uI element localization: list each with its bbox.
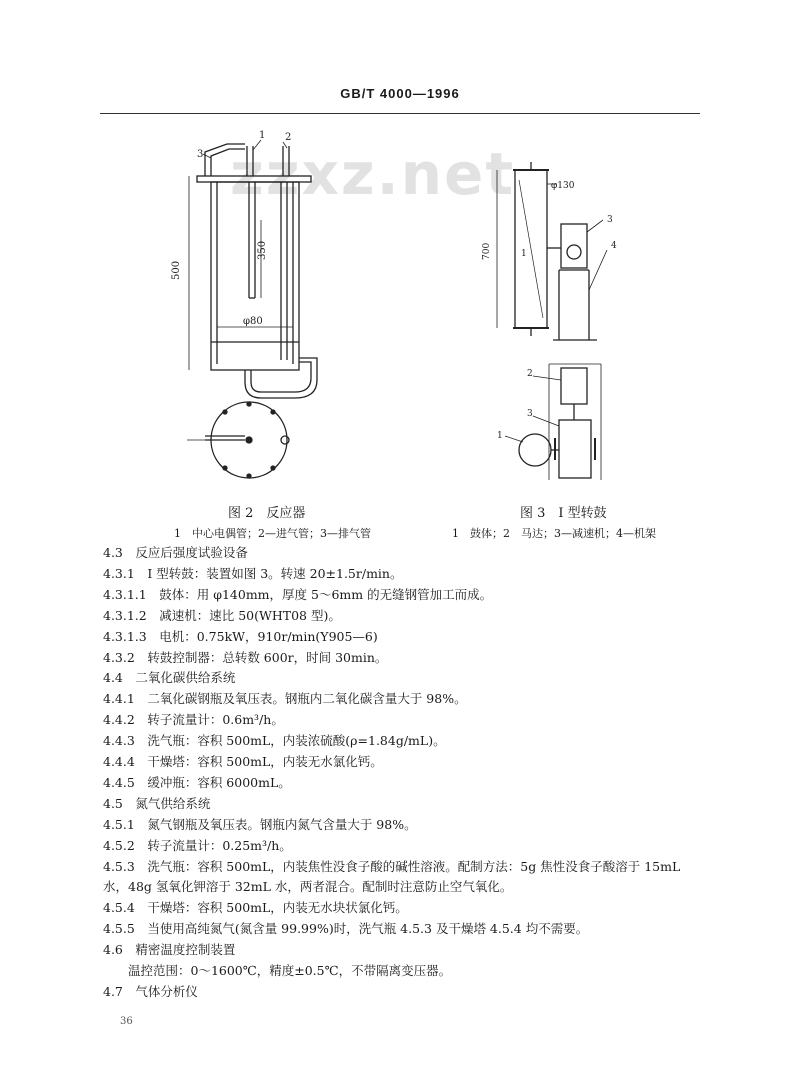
clause-text: 洗气瓶：容积 500mL，内装浓硫酸(ρ=1.84g/mL)。 <box>134 733 446 749</box>
figure2-legend: 1 中心电偶管；2—进气管；3—排气管 <box>174 527 371 540</box>
clause-number: 4.5.1 <box>103 816 135 832</box>
fig3-dia-130: φ130 <box>551 181 575 191</box>
body-line <box>103 796 210 812</box>
fig3-plan-label-2: 2 <box>527 369 533 379</box>
body-line <box>103 712 284 728</box>
fig3-label-3: 3 <box>607 215 613 225</box>
body-line <box>103 691 467 707</box>
body-line <box>103 650 387 666</box>
clause-text: 当使用高纯氮气(氮含量 99.99%)时，洗气瓶 4.5.3 及干燥塔 4.5.4 均不需要。 <box>134 921 589 937</box>
fig3-plan-label-1: 1 <box>497 431 503 441</box>
body-line <box>103 754 383 770</box>
clause-number: 4.5.2 <box>103 837 135 853</box>
body-line <box>103 629 378 645</box>
clause-number: 4.6 <box>103 942 123 958</box>
fig2-dim-500: 500 <box>171 260 182 280</box>
clause-number: 4.4 <box>103 670 123 686</box>
clause-number: 4.5 <box>103 795 123 811</box>
clause-text: 转子流量计：0.25m³/h。 <box>134 837 292 853</box>
fig2-label-2: 2 <box>285 132 292 143</box>
clause-text: 减速机：速比 50(WHT08 型)。 <box>146 607 341 623</box>
figure3-drum-drawing <box>475 140 675 490</box>
clause-number: 4.3.1.1 <box>103 586 147 602</box>
clause-number: 4.4.1 <box>103 691 135 707</box>
body-line <box>103 608 341 624</box>
clause-number: 4.4.2 <box>103 712 135 728</box>
body-line <box>128 963 451 979</box>
clause-text: 转鼓控制器：总转数 600r，时间 30min。 <box>134 649 388 665</box>
figure2-reactor-drawing <box>165 130 495 490</box>
clause-number: 4.5.5 <box>103 921 135 937</box>
clause-number: 4.5.4 <box>103 900 135 916</box>
body-line <box>103 942 235 958</box>
fig3-label-1: 1 <box>521 249 527 259</box>
clause-text: 精密温度控制装置 <box>122 942 236 958</box>
clause-text: 反应后强度试验设备 <box>122 545 248 560</box>
fig2-label-1: 1 <box>259 130 266 141</box>
fig3-label-4: 4 <box>611 241 617 251</box>
body-line <box>103 545 248 561</box>
clause-text: 气体分析仪 <box>122 983 198 999</box>
clause-number: 4.5.3 <box>103 858 135 874</box>
fig3-dim-700: 700 <box>482 242 492 260</box>
clause-text: 干燥塔：容积 500mL，内装无水块状氯化钙。 <box>134 900 408 916</box>
page-number: 36 <box>120 1016 133 1027</box>
clause-number: 4.3.2 <box>103 649 135 665</box>
clause-text: 氮气供给系统 <box>122 795 211 811</box>
body-line <box>103 838 292 854</box>
clause-text: I 型转鼓：装置如图 3。转速 20±1.5r/min。 <box>134 565 403 581</box>
fig2-dia-80: φ80 <box>243 316 263 327</box>
body-line <box>103 733 446 749</box>
clause-text: 洗气瓶：容积 500mL，内装焦性没食子酸的碱性溶液。配制方法：5g 焦性没食子酸溶于 15mL <box>134 858 681 874</box>
body-line <box>103 984 198 1000</box>
standard-header: GB/T 4000—1996 <box>340 86 460 101</box>
watermark: zzxz.net <box>230 140 516 208</box>
clause-number: 4.7 <box>103 983 123 999</box>
fig2-dim-350: 350 <box>257 240 268 260</box>
clause-number: 4.3.1 <box>103 565 135 581</box>
clause-text: 干燥塔：容积 500mL，内装无水氯化钙。 <box>134 754 383 769</box>
figure2-caption: 图 2 反应器 <box>228 506 306 521</box>
clause-number: 4.4.3 <box>103 733 135 749</box>
clause-text: 二氧化碳供给系统 <box>122 670 236 686</box>
body-line <box>103 879 512 895</box>
header-rule <box>100 113 700 114</box>
fig3-plan-label-3: 3 <box>527 409 533 419</box>
body-line <box>103 587 492 603</box>
clause-text: 水，48g 氢氧化钾溶于 32mL 水，两者混合。配制时注意防止空气氧化。 <box>103 879 513 895</box>
figure3-caption: 图 3 I 型转鼓 <box>520 506 607 521</box>
clause-text: 缓冲瓶：容积 6000mL。 <box>134 774 291 790</box>
clause-number: 4.3.1.3 <box>103 628 147 644</box>
clause-text: 氮气钢瓶及氧压表。钢瓶内氮气含量大于 98%。 <box>134 816 417 832</box>
body-line <box>103 921 588 937</box>
body-line <box>103 859 680 875</box>
fig2-label-3: 3 <box>197 149 204 160</box>
clause-number: 4.3 <box>103 545 123 560</box>
clause-number: 4.4.4 <box>103 754 135 769</box>
body-line <box>103 900 408 916</box>
clause-text: 二氧化碳钢瓶及氧压表。钢瓶内二氧化碳含量大于 98%。 <box>134 691 467 707</box>
clause-text: 转子流量计：0.6m³/h。 <box>134 712 284 728</box>
body-line <box>103 566 402 582</box>
clause-number: 4.4.5 <box>103 774 135 790</box>
body-line <box>103 775 291 791</box>
clause-text: 电机：0.75kW，910r/min(Y905—6) <box>146 628 378 644</box>
clause-text: 鼓体：用 φ140mm，厚度 5～6mm 的无缝钢管加工而成。 <box>146 586 493 602</box>
clause-number: 4.3.1.2 <box>103 607 147 623</box>
body-line <box>103 670 235 686</box>
body-line <box>103 817 417 833</box>
clause-text: 温控范围：0～1600℃，精度±0.5℃，不带隔离变压器。 <box>128 963 452 978</box>
figure3-legend: 1 鼓体；2 马达；3—减速机；4—机架 <box>452 527 656 540</box>
